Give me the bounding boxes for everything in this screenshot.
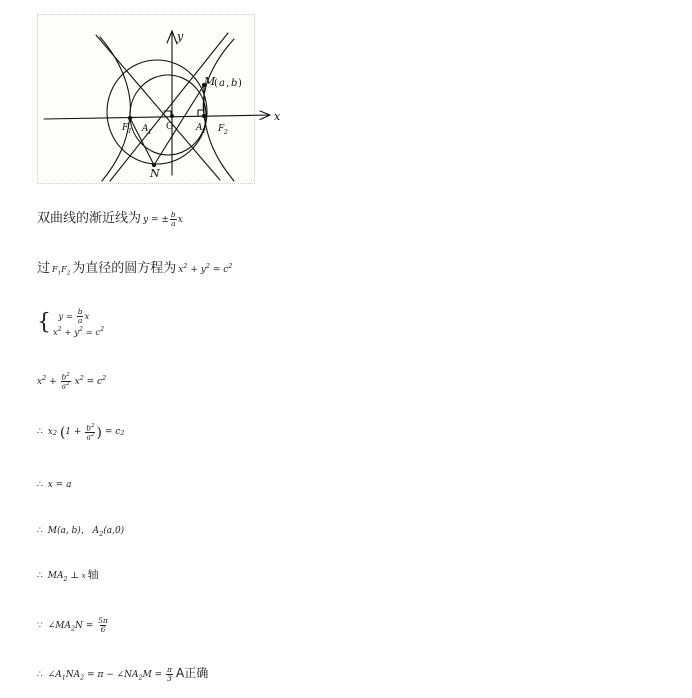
therefore-symbol-2: ∴ bbox=[37, 480, 43, 490]
line-asymptote-statement bbox=[37, 211, 183, 228]
asymptote-formula: y = ± $\frac{b}{a}$ x bbox=[143, 210, 183, 228]
equation-system bbox=[37, 308, 104, 339]
axis-cn-label: 轴 bbox=[87, 568, 99, 581]
figure-label-A2: A bbox=[196, 123, 203, 133]
answer-label: A正确 bbox=[175, 666, 209, 680]
system-rows bbox=[53, 308, 104, 339]
therefore-symbol-5: ∴ bbox=[37, 670, 43, 680]
circle-formula: $x^2 + y^2 = c^2$ bbox=[178, 262, 233, 275]
line-substituted-equation bbox=[37, 370, 106, 391]
angle-formula: $\angle MA_2N$ = $\frac{5\pi}{6}$ bbox=[47, 616, 108, 634]
points-formula: M(a, b)， $A_2(a,0)$ bbox=[47, 526, 125, 538]
figure-label-F1: F bbox=[122, 123, 129, 133]
figure-label-F2: F bbox=[218, 124, 225, 134]
line-x-equals-a bbox=[37, 480, 71, 492]
svg-text:2: 2 bbox=[224, 129, 228, 136]
figure-label-y: y bbox=[177, 30, 184, 43]
therefore-symbol-3: ∴ bbox=[37, 526, 43, 536]
line-angle-MA2N bbox=[37, 617, 110, 634]
line-conclusion bbox=[37, 666, 208, 683]
system-eq-1: y = $\frac{b}{a}$ x bbox=[53, 307, 90, 325]
svg-text:(: ( bbox=[214, 78, 218, 89]
circle-diameter-points: $F_1F_2$ bbox=[52, 265, 71, 277]
figure-label-A1: A bbox=[142, 124, 149, 134]
conclusion-formula: $\angle A_1NA_2 = \pi$ − $\angle NA_2M$ = $\frac{\pi}{3}$ bbox=[47, 665, 172, 683]
figure-label-M: M bbox=[204, 75, 216, 88]
circle-cn-prefix: 过 bbox=[37, 261, 51, 276]
asymptote-cn-text: 双曲线的渐近线为 bbox=[37, 211, 142, 226]
svg-text:b: b bbox=[231, 78, 238, 89]
line-circle-statement bbox=[37, 261, 232, 278]
svg-text:,: , bbox=[226, 78, 230, 89]
svg-text:1: 1 bbox=[128, 128, 132, 135]
line-system-of-equations bbox=[37, 308, 104, 339]
because-symbol: ∵ bbox=[37, 620, 43, 631]
svg-text:2: 2 bbox=[202, 128, 206, 135]
svg-text:a: a bbox=[219, 78, 225, 89]
svg-text:): ) bbox=[238, 78, 242, 89]
line-factored-equation bbox=[37, 424, 124, 442]
circle-cn-mid: 为直径的圆方程为 bbox=[72, 261, 177, 276]
figure-label-N: N bbox=[150, 167, 160, 180]
figure-label-x: x bbox=[274, 110, 281, 123]
x-equals-a-formula: x = a bbox=[47, 480, 72, 490]
factored-formula: x 2 ( 1 + $\frac{b^2}{a^2}$ ) = c 2 bbox=[47, 423, 125, 442]
svg-text:1: 1 bbox=[148, 129, 152, 136]
line-perpendicular-statement bbox=[37, 568, 99, 584]
hyperbola-circle-diagram bbox=[37, 14, 281, 184]
therefore-symbol-4: ∴ bbox=[37, 571, 43, 581]
figure-label-O: O bbox=[166, 122, 174, 132]
system-eq-2: $x^2 + y^2 = c^2$ bbox=[53, 325, 105, 338]
perpendicular-formula: $MA_2$ ⊥ x bbox=[47, 571, 86, 583]
substituted-formula: $x^2$ + $\frac{b^2}{a^2}$ $x^2 = c^2$ bbox=[37, 371, 107, 391]
left-brace: { bbox=[37, 309, 51, 335]
therefore-symbol-1: ∴ bbox=[37, 427, 43, 438]
line-points-M-A2 bbox=[37, 526, 124, 539]
